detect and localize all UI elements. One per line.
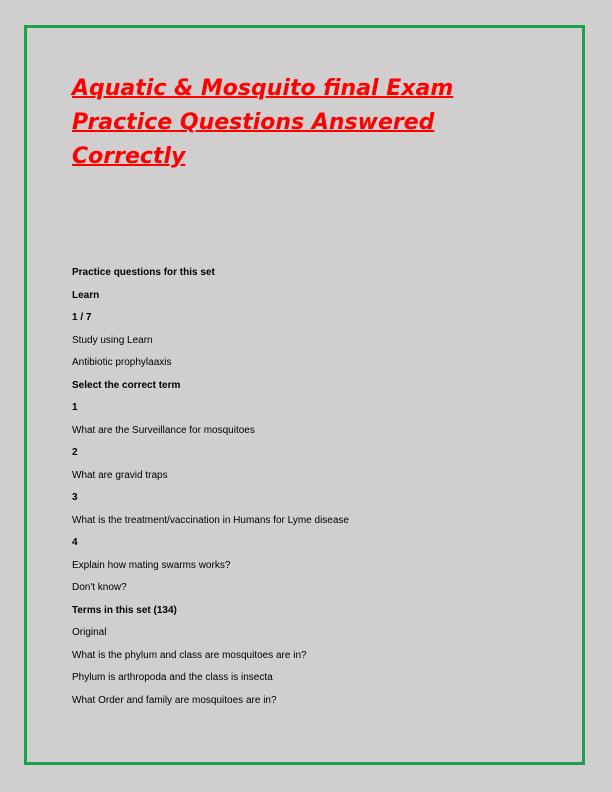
option-text: What is the treatment/vaccination in Humans for Lyme disease bbox=[72, 515, 349, 526]
option-text: What are the Surveillance for mosquitoes bbox=[72, 425, 255, 436]
option-number: 1 bbox=[72, 402, 78, 413]
option-number: 3 bbox=[72, 492, 78, 503]
title-line: Practice Questions Answered bbox=[72, 110, 435, 135]
section-heading-practice-questions: Practice questions for this set bbox=[72, 267, 215, 278]
terms-heading: Terms in this set (134) bbox=[72, 605, 177, 616]
document-title bbox=[72, 72, 532, 174]
term-answer: Phylum is arthropoda and the class is insecta bbox=[72, 672, 273, 683]
flashcard-term: Antibiotic prophylaaxis bbox=[72, 357, 172, 368]
study-using-learn: Study using Learn bbox=[72, 335, 153, 346]
option-text: Explain how mating swarms works? bbox=[72, 560, 231, 571]
option-number: 2 bbox=[72, 447, 78, 458]
term-question: What is the phylum and class are mosquitoes are in? bbox=[72, 650, 307, 661]
dont-know-text: Don't know? bbox=[72, 582, 127, 593]
title-line: Aquatic & Mosquito final Exam bbox=[72, 76, 454, 101]
select-term-heading: Select the correct term bbox=[72, 380, 181, 391]
learn-label: Learn bbox=[72, 290, 100, 301]
original-label: Original bbox=[72, 627, 107, 638]
title-line: Correctly bbox=[72, 144, 186, 169]
option-text: What are gravid traps bbox=[72, 470, 168, 481]
option-number: 4 bbox=[72, 537, 78, 548]
term-question: What Order and family are mosquitoes are in? bbox=[72, 695, 277, 706]
progress-counter: 1 / 7 bbox=[72, 312, 92, 323]
